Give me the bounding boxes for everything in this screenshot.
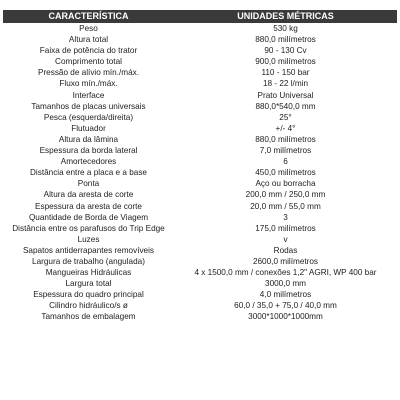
characteristic-cell: Peso [79, 24, 98, 33]
table-row [3, 189, 397, 200]
table-row [3, 289, 397, 300]
table-row [3, 45, 397, 56]
characteristic-cell: Tamanhos de embalagem [41, 312, 136, 322]
metric-value-cell: 3 [283, 212, 288, 222]
header-characteristic: CARACTERÍSTICA [3, 10, 174, 23]
table-header [3, 10, 397, 23]
characteristic-cell: Quantidade de Borda de Viagem [28, 212, 149, 222]
table-row [3, 23, 397, 34]
table-row [3, 123, 397, 134]
metric-value-cell: 60,0 / 35,0 + 75,0 / 40,0 mm [234, 301, 337, 311]
table-row [3, 78, 397, 89]
metric-value-cell: 90 - 130 Cv [264, 46, 307, 56]
specifications-table [3, 10, 397, 323]
metric-value-cell: 2600,0 milímetros [252, 256, 319, 266]
characteristic-cell: Luzes [77, 234, 100, 244]
metric-value-cell: Prato Universal [257, 90, 314, 100]
table-row [3, 201, 397, 212]
header-row [3, 10, 397, 23]
characteristic-cell: Pesca (esquerda/direita) [43, 112, 134, 122]
metric-value-cell: 530 kg [273, 24, 298, 33]
table-row [3, 90, 397, 101]
characteristic-cell: Sapatos antiderrapantes removíveis [22, 245, 155, 255]
table-row [3, 101, 397, 112]
table-row [3, 67, 397, 78]
characteristic-cell: Amortecedores [60, 157, 117, 167]
characteristic-cell: Espessura da borda lateral [39, 146, 138, 156]
metric-value-cell: Rodas [273, 245, 298, 255]
metric-value-cell: 7,0 milímetros [259, 146, 312, 156]
table-row [3, 234, 397, 245]
table-row [3, 145, 397, 156]
metric-value-cell: 6 [283, 157, 288, 167]
table-row [3, 300, 397, 311]
metric-value-cell: 20,0 mm / 55,0 mm [250, 201, 321, 211]
metric-value-cell: 18 - 22 l/min [262, 79, 309, 89]
metric-value-cell: 900,0 milímetros [255, 57, 316, 67]
metric-value-cell: 450,0 milímetros [255, 168, 316, 178]
metric-value-cell: 880,0 milímetros [255, 134, 316, 144]
table-row [3, 167, 397, 178]
characteristic-cell: Ponta [77, 179, 100, 189]
characteristic-cell: Cilindro hidráulico/s ø [49, 301, 128, 311]
metric-value-cell: +/- 4° [275, 123, 296, 133]
table-row [3, 134, 397, 145]
table-row [3, 278, 397, 289]
metric-value-cell: 175,0 milímetros [255, 223, 316, 233]
characteristic-cell: Espessura do quadro principal [33, 290, 144, 300]
table-row [3, 267, 397, 278]
characteristic-cell: Distância entre os parafusos do Trip Edge [12, 223, 165, 233]
characteristic-cell: Faixa de potência do trator [39, 46, 138, 56]
table-row [3, 311, 397, 322]
characteristic-cell: Mangueiras Hidráulicas [45, 268, 132, 278]
table-row [3, 34, 397, 45]
characteristic-cell: Altura da aresta de corte [43, 190, 134, 200]
metric-value-cell: 3000,0 mm [265, 279, 306, 289]
characteristic-cell: Pressão de alívio mín./máx. [37, 68, 140, 78]
table-row [3, 56, 397, 67]
metric-value-cell: 110 - 150 bar [261, 68, 310, 78]
metric-value-cell: 880,0*540,0 mm [255, 101, 316, 111]
characteristic-cell: Largura de trabalho (angulada) [32, 256, 145, 266]
characteristic-cell: Espessura da aresta de corte [35, 201, 142, 211]
characteristic-cell: Altura da lâmina [58, 134, 119, 144]
table-body [3, 23, 397, 323]
metric-value-cell: 880,0 milímetros [255, 35, 316, 45]
characteristic-cell: Largura total [65, 279, 112, 289]
table-row [3, 223, 397, 234]
table-row [3, 256, 397, 267]
metric-value-cell: 25° [279, 112, 292, 122]
metric-value-cell: v [283, 234, 288, 244]
table-row [3, 156, 397, 167]
header-metric-units: UNIDADES MÉTRICAS [174, 10, 397, 23]
characteristic-cell: Interface [72, 90, 105, 100]
metric-value-cell: Aço ou borracha [255, 179, 316, 189]
metric-value-cell: 4,0 milímetros [259, 290, 312, 300]
table-row [3, 212, 397, 223]
characteristic-cell: Distância entre a placa e a base [30, 168, 147, 178]
characteristic-cell: Fluxo mín./máx. [59, 79, 118, 89]
table-row [3, 245, 397, 256]
metric-value-cell: 200,0 mm / 250,0 mm [245, 190, 326, 200]
characteristic-cell: Tamanhos de placas universais [31, 101, 146, 111]
metric-value-cell: 4 x 1500,0 mm / conexões 1,2" AGRI, WP 400 bar [194, 268, 377, 278]
table-row [3, 178, 397, 189]
table-row [3, 112, 397, 123]
metric-value-cell: 3000*1000*1000mm [248, 312, 323, 322]
characteristic-cell: Comprimento total [55, 57, 122, 67]
characteristic-cell: Flutuador [71, 123, 106, 133]
characteristic-cell: Altura total [68, 35, 109, 45]
